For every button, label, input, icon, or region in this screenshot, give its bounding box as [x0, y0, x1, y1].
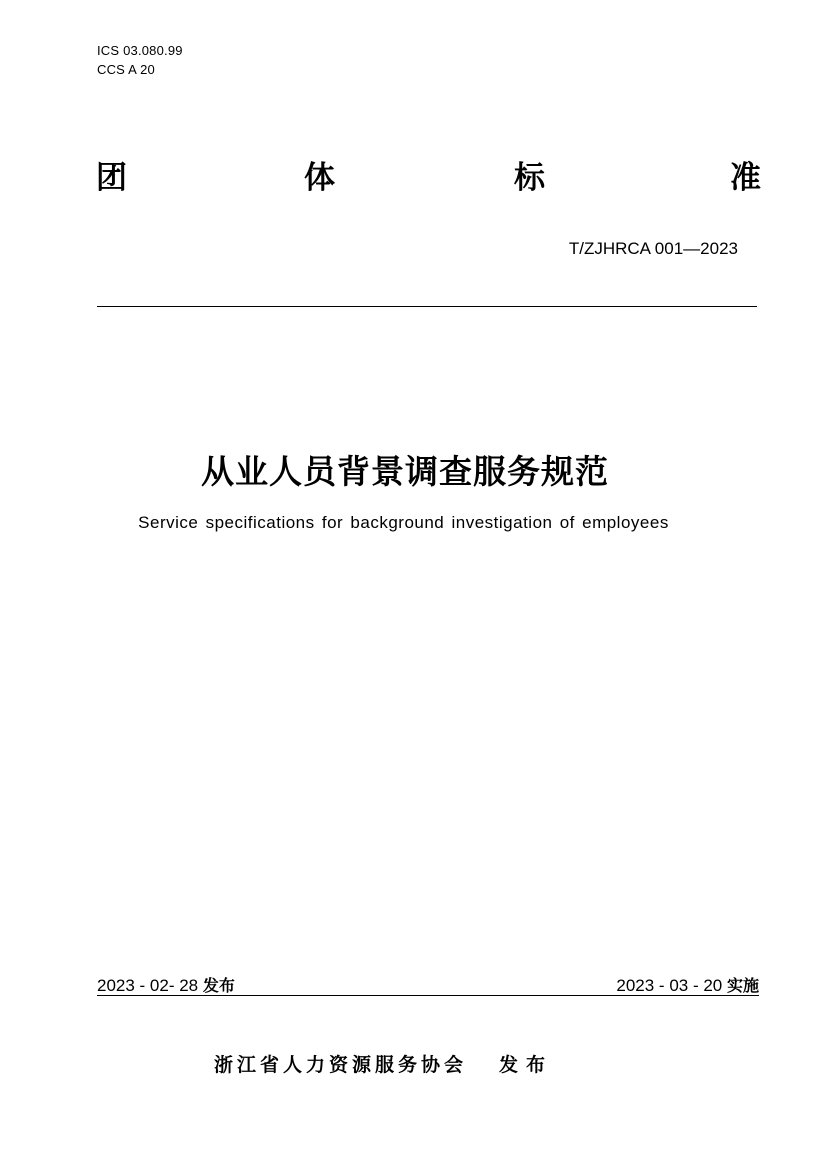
standard-type-char: 准	[730, 160, 761, 196]
standard-number: T/ZJHRCA 001—2023	[568, 239, 738, 258]
title-english: Service specifications for background investigation of employees	[138, 513, 669, 532]
publisher-action: 发布	[499, 1054, 554, 1076]
standard-type-char: 标	[514, 160, 545, 196]
ics-code: ICS 03.080.99	[97, 43, 183, 58]
publish-date-block	[97, 975, 235, 997]
publish-label: 发布	[202, 976, 235, 995]
title-chinese: 从业人员背景调查服务规范	[201, 452, 609, 491]
ccs-code: CCS A 20	[97, 62, 155, 77]
date-row	[97, 975, 759, 997]
bottom-divider	[97, 995, 759, 996]
publisher-line	[214, 1052, 553, 1078]
publish-date: 2023 - 02- 28	[97, 976, 199, 995]
top-divider	[97, 306, 757, 307]
standard-type-heading	[96, 158, 761, 198]
standard-type-char: 团	[96, 160, 127, 196]
implement-date: 2023 - 03 - 20	[616, 976, 723, 995]
standard-type-char: 体	[304, 160, 335, 196]
publisher-name: 浙江省人力资源服务协会	[214, 1054, 468, 1076]
implement-label: 实施	[726, 976, 759, 995]
classification-codes	[97, 41, 183, 79]
implement-date-block	[616, 975, 759, 997]
